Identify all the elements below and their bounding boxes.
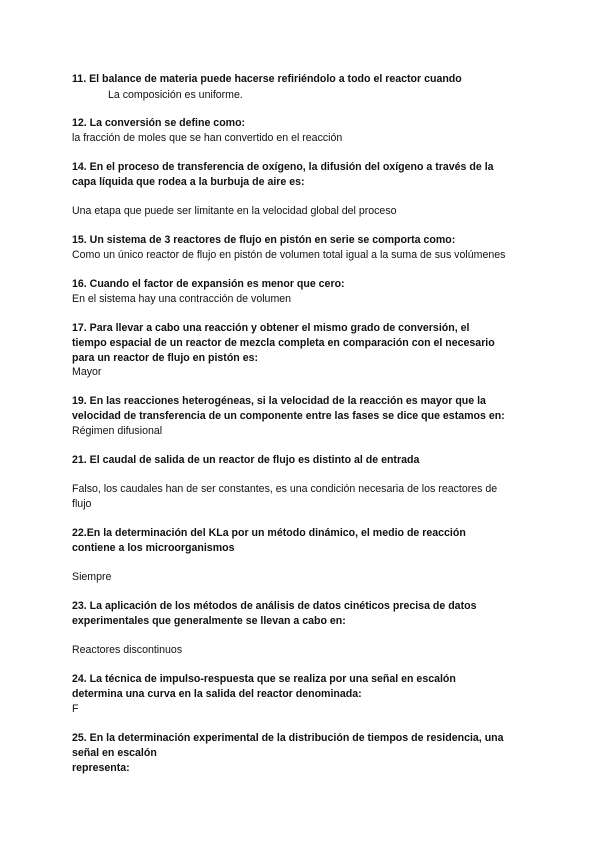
question-22-line-2: contiene a los microorganismos bbox=[72, 542, 235, 554]
answer-15: Como un único reactor de flujo en pistón de volumen total igual a la suma de sus volúmenes bbox=[72, 249, 506, 261]
question-23-line-2: experimentales que generalmente se llevan a cabo en: bbox=[72, 615, 346, 627]
question-25-line-2: señal en escalón bbox=[72, 747, 157, 759]
answer-23: Reactores discontinuos bbox=[72, 644, 183, 656]
answer-24: F bbox=[72, 703, 79, 715]
question-11: 11. El balance de materia puede hacerse refiriéndolo a todo el reactor cuando bbox=[72, 73, 462, 85]
question-24: 24. La técnica de impulso-respuesta que se realiza por una señal en escalón bbox=[72, 673, 456, 685]
question-23: 23. La aplicación de los métodos de análisis de datos cinéticos precisa de datos bbox=[72, 600, 477, 612]
answer-21: Falso, los caudales han de ser constantes, es una condición necesaria de los reactores de bbox=[72, 483, 498, 495]
question-19: 19. En las reacciones heterogéneas, si la velocidad de la reacción es mayor que la bbox=[72, 395, 486, 407]
answer-19: Régimen difusional bbox=[72, 425, 163, 437]
question-19-line-2: velocidad de transferencia de un componente entre las fases se dice que estamos en: bbox=[72, 410, 505, 422]
answer-14: Una etapa que puede ser limitante en la velocidad global del proceso bbox=[72, 205, 397, 217]
question-14-line-2: capa líquida que rodea a la burbuja de aire es: bbox=[72, 176, 305, 188]
answer-21-line-2: flujo bbox=[72, 498, 92, 510]
answer-17: Mayor bbox=[72, 366, 102, 378]
question-12: 12. La conversión se define como: bbox=[72, 117, 246, 129]
question-22: 22.En la determinación del KLa por un método dinámico, el medio de reacción bbox=[72, 527, 466, 539]
question-25-line-3: representa: bbox=[72, 762, 130, 774]
question-14: 14. En el proceso de transferencia de oxígeno, la difusión del oxígeno a través de la bbox=[72, 161, 494, 173]
question-24-line-2: determina una curva en la salida del reactor denominada: bbox=[72, 688, 362, 700]
question-25: 25. En la determinación experimental de la distribución de tiempos de residencia, una bbox=[72, 732, 504, 744]
answer-22: Siempre bbox=[72, 571, 112, 583]
question-15: 15. Un sistema de 3 reactores de flujo en pistón en serie se comporta como: bbox=[72, 234, 456, 246]
question-17: 17. Para llevar a cabo una reacción y obtener el mismo grado de conversión, el bbox=[72, 322, 470, 334]
question-17-line-3: para un reactor de flujo en pistón es: bbox=[72, 352, 259, 364]
answer-11: La composición es uniforme. bbox=[108, 89, 243, 101]
answer-16: En el sistema hay una contracción de volumen bbox=[72, 293, 292, 305]
question-21: 21. El caudal de salida de un reactor de flujo es distinto al de entrada bbox=[72, 454, 420, 466]
question-17-line-2: tiempo espacial de un reactor de mezcla completa en comparación con el necesario bbox=[72, 337, 495, 349]
answer-12: la fracción de moles que se han convertido en el reacción bbox=[72, 132, 343, 144]
question-16: 16. Cuando el factor de expansión es menor que cero: bbox=[72, 278, 345, 290]
